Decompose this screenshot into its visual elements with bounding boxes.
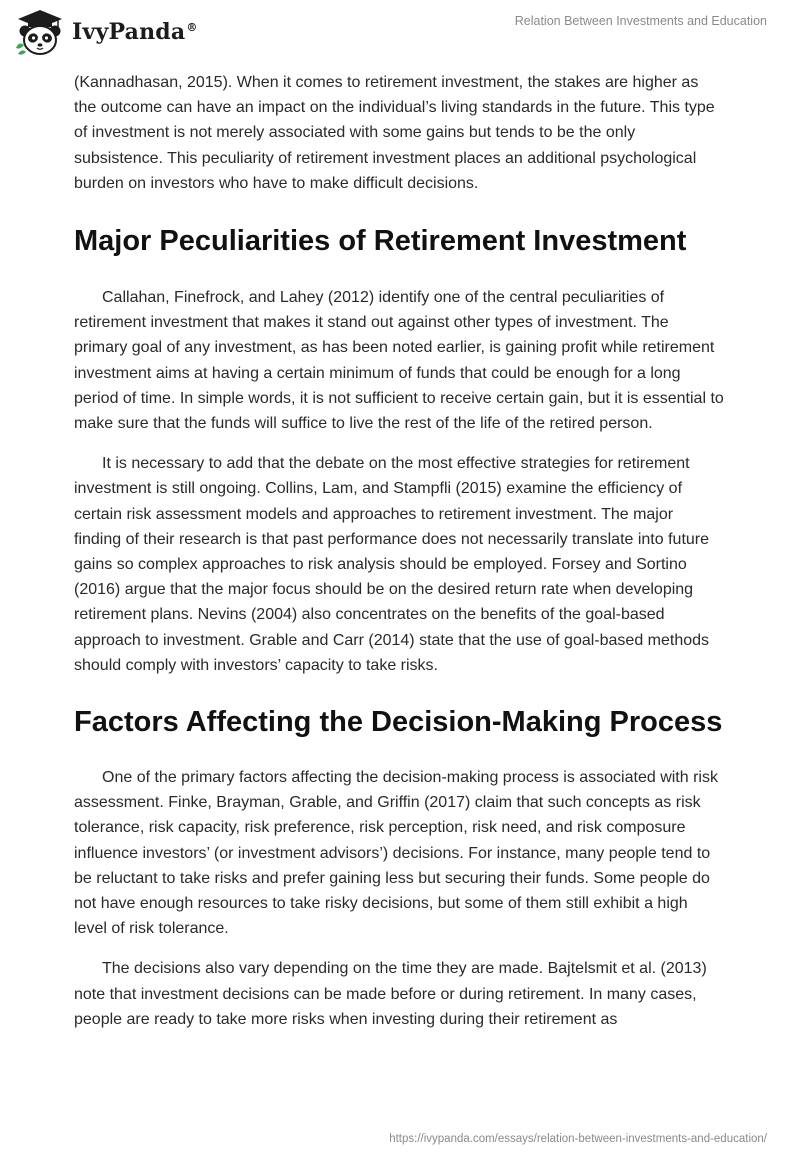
section2-paragraph-2: The decisions also vary depending on the time they are made. Bajtelsmit et al. (2013) note that investment decisions can be made before or during retirement. In many cases, people are ready to take more risks when investing during their retirement as (74, 960, 707, 1028)
brand-logo[interactable] (14, 8, 198, 56)
section-heading-peculiarities: Major Peculiarities of Retirement Investment (74, 225, 687, 258)
intro-paragraph: (Kannadhasan, 2015). When it comes to retirement investment, the stakes are higher as the outcome can have an impact on the individual’s living standards in the future. This type of investment is not merely associated with some gains but tends to be the only subsistence. This peculiarity of retirement investment places an additional psychological burden on investors who have to make difficult decisions. (74, 74, 715, 192)
source-url[interactable]: https://ivypanda.com/essays/relation-between-investments-and-education/ (389, 1133, 767, 1145)
page-header (0, 0, 800, 64)
panda-graduate-icon (14, 8, 66, 56)
section2-paragraph-1: One of the primary factors affecting the decision-making process is associated with risk assessment. Finke, Brayman, Grable, and Griffin (2017) claim that such concepts as risk tolerance, risk capacity, risk preference, risk perception, risk need, and risk composure influence investors’ (or investment advisors’) decisions. For instance, many people tend to be reluctant to take risks and prefer gaining less but securing their funds. Some people do not have enough resources to take risky decisions, but some of them still exhibit a high level of risk tolerance. (74, 769, 718, 938)
brand-name: IvyPanda® (72, 19, 198, 45)
document-title: Relation Between Investments and Education (514, 14, 767, 28)
section-heading-factors: Factors Affecting the Decision-Making Process (74, 706, 723, 739)
essay-body (74, 70, 724, 1032)
registered-mark: ® (186, 20, 198, 34)
section1-paragraph-2: It is necessary to add that the debate on the most effective strategies for retirement investment is still ongoing. Collins, Lam, and Stampfli (2015) examine the efficiency of certain risk assessment models and approaches to retirement investment. The major finding of their research is that past performance does not necessarily translate into future gains so complex approaches to risk analysis should be employed. Forsey and Sortino (2016) argue that the major focus should be on the desired return rate when developing retirement plans. Nevins (2004) also concentrates on the benefits of the goal-based approach to investment. Grable and Carr (2014) state that the use of goal-based methods should comply with investors’ capacity to take risks. (74, 455, 710, 674)
section1-paragraph-1: Callahan, Finefrock, and Lahey (2012) identify one of the central peculiarities of retirement investment that makes it stand out against other types of investment. The primary goal of any investment, as has been noted earlier, is gaining profit while retirement investment aims at having a certain minimum of funds that could be enough for a long period of time. In simple words, it is not sufficient to receive certain gain, but it is essential to make sure that the funds will suffice to live the rest of the life of the retired person. (74, 289, 724, 433)
